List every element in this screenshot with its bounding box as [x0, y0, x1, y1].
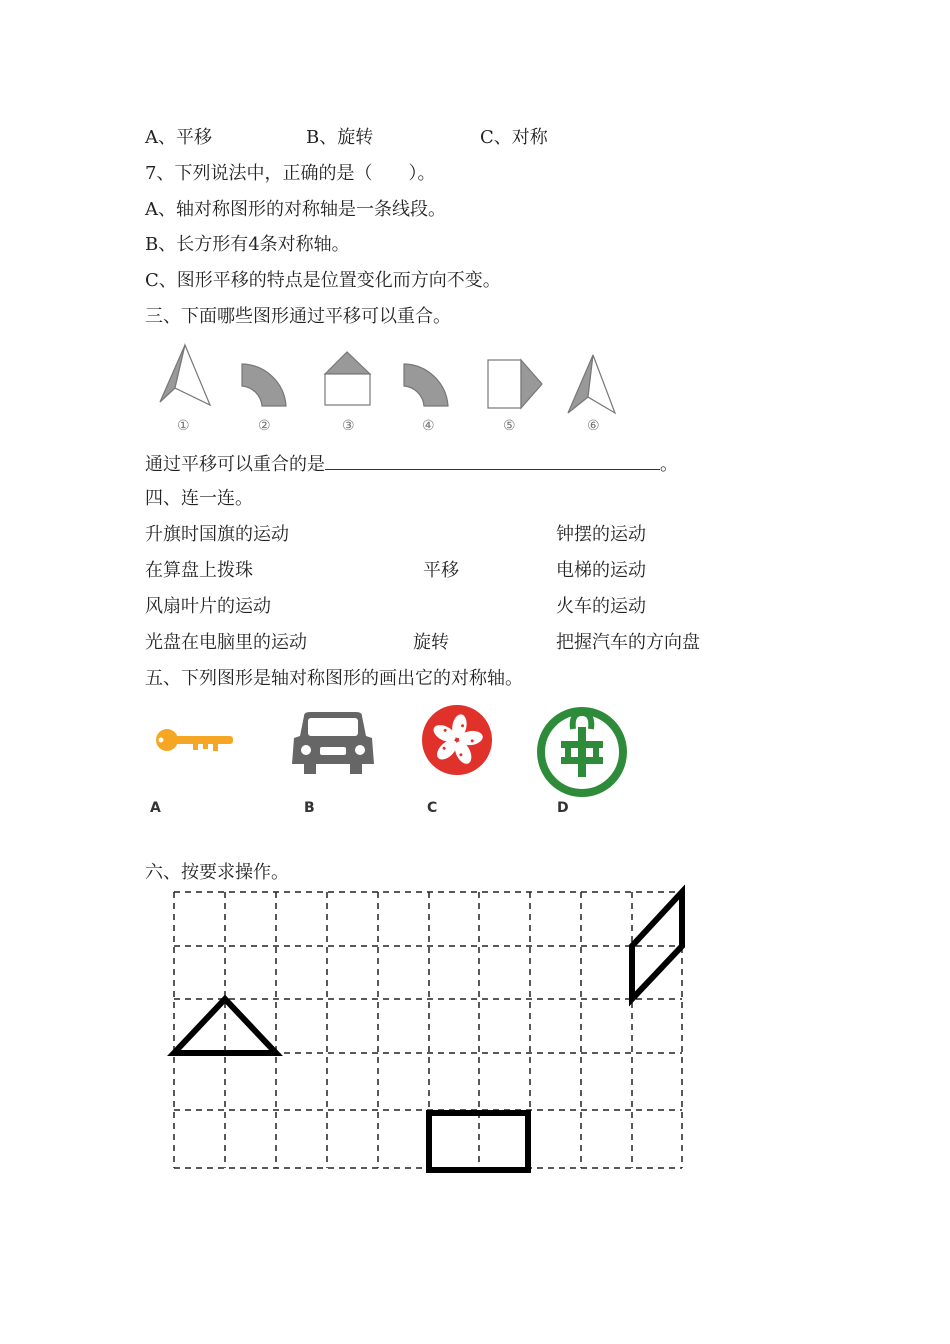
- answer-line: [145, 451, 678, 477]
- figure-5-square-triangle: [488, 360, 542, 408]
- figure-label-1: ①: [177, 418, 190, 434]
- figure-label-5: ⑤: [503, 418, 516, 434]
- key-icon: [153, 722, 238, 762]
- left-item[interactable]: 风扇叶片的运动: [145, 596, 271, 617]
- answer-prompt: 通过平移可以重合的是: [145, 454, 325, 475]
- figure-label-4: ④: [422, 418, 435, 434]
- dashed-grid[interactable]: [170, 888, 690, 1178]
- q7-option-a: A、轴对称图形的对称轴是一条线段。: [145, 199, 446, 220]
- right-item[interactable]: 火车的运动: [556, 596, 646, 617]
- left-item[interactable]: 在算盘上拨珠: [145, 560, 253, 581]
- figure-4-arc: [404, 364, 448, 406]
- section5-title: 五、下列图形是轴对称图形的画出它的对称轴。: [145, 668, 523, 689]
- left-item[interactable]: 升旗时国旗的运动: [145, 524, 289, 545]
- left-item[interactable]: 光盘在电脑里的运动: [145, 632, 307, 653]
- figure-2-arc: [242, 364, 286, 406]
- figure-label-b: B: [304, 800, 315, 816]
- q7-option-c: C、图形平移的特点是位置变化而方向不变。: [145, 270, 501, 291]
- section6-title: 六、按要求操作。: [145, 862, 289, 883]
- figure-label-d: D: [557, 800, 569, 816]
- translation-figures: [150, 340, 630, 440]
- figure-label-c: C: [427, 800, 438, 816]
- figure-6-arrow: [568, 355, 615, 413]
- right-item[interactable]: 把握汽车的方向盘: [556, 632, 700, 653]
- q7-option-b: B、长方形有4条对称轴。: [145, 234, 350, 255]
- right-item[interactable]: 钟摆的运动: [556, 524, 646, 545]
- figure-label-3: ③: [342, 418, 355, 434]
- right-item[interactable]: 电梯的运动: [556, 560, 646, 581]
- bauhinia-flag-icon: [420, 703, 494, 777]
- section4-title: 四、连一连。: [145, 488, 253, 509]
- figure-label-2: ②: [258, 418, 271, 434]
- option-b: B、旋转: [306, 127, 374, 148]
- option-c: C、对称: [480, 127, 548, 148]
- answer-end: 。: [660, 454, 678, 475]
- middle-item[interactable]: 旋转: [413, 632, 449, 653]
- q7-question: 7、下列说法中，正确的是（ ）。: [145, 163, 436, 184]
- option-a: A、平移: [145, 127, 212, 148]
- bank-logo-icon: [535, 705, 629, 799]
- figure-3-house: [325, 352, 370, 405]
- car-icon: [290, 710, 376, 780]
- middle-item[interactable]: 平移: [423, 560, 459, 581]
- figure-1-arrow: [160, 345, 210, 405]
- figure-label-6: ⑥: [587, 418, 600, 434]
- figure-label-a: A: [150, 800, 161, 816]
- answer-blank[interactable]: [325, 451, 660, 470]
- section3-title: 三、下面哪些图形通过平移可以重合。: [145, 306, 451, 327]
